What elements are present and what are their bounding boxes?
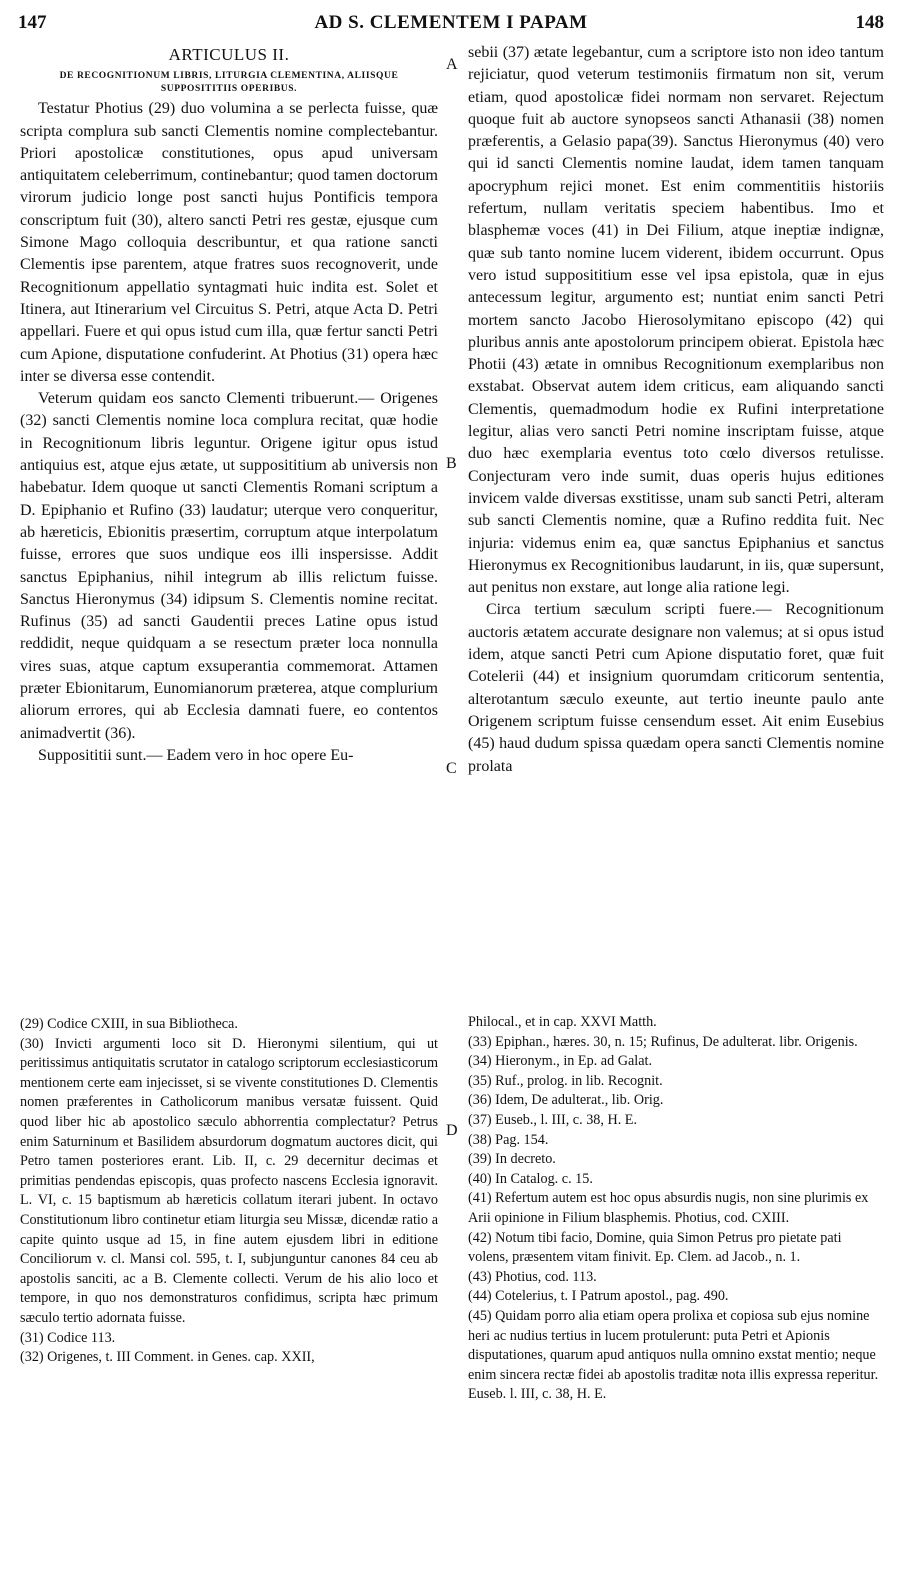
footnote: (29) Codice CXIII, in sua Bibliotheca. — [20, 1016, 238, 1032]
margin-marker-c: C — [446, 760, 457, 777]
paragraph: Circa tertium sæculum scripti fuere.— Recognitionum auctoris ætatem accurate designare non valemus; at si opus istud idem, atque sancti Petri cum Apione disputatio foret, quæ fuit Cotelerii (44) et insignium quorumdam criticorum sententia, alterotantum sæculo exeunte, aut tertio ineunte paulo ante Origenem scriptum fuisse censendum esset. Ait enim Eusebius (45) haud dudum spissa quædam opera sancti Clementis nomine prolata — [468, 601, 884, 775]
running-title: AD S. CLEMENTEM I PAPAM — [314, 12, 588, 33]
left-column — [20, 42, 438, 767]
footnote: (38) Pag. 154. — [468, 1131, 549, 1148]
footnote: (34) Hieronym., in Ep. ad Galat. — [468, 1053, 652, 1070]
footnote: (36) Idem, De adulterat., lib. Orig. — [468, 1092, 664, 1109]
footnote: (42) Notum tibi facio, Domine, quia Simon Petrus pro pietate pati volens, præsentem vitam finivit. Ep. Clem. ad Jacob., n. 1. — [468, 1229, 842, 1266]
footnote: (41) Refertum autem est hoc opus absurdis nugis, non sine plurimis ex Arii opinione in Filium blasphemis. Photius, cod. CXIII. — [468, 1190, 869, 1226]
page-number-left: 147 — [18, 12, 47, 33]
right-column — [468, 42, 884, 778]
paragraph: sebii (37) ætate legebantur, cum a scriptore isto non ideo tantum rejiciatur, quod veterum testimoniis firmatum non sit, verum etiam, quod apostolicæ fidei normam non servaret. Rejectum quoque fuit ab auctore synopseos sancti Athanasii (38) nomen præferentis, a Gelasio papa(39). Sanctus Hieronymus (40) vero qui id sancti Clementis nomine laudat, idem tamen tanquam apocryphum rejici monet. Est enim commentitiis historiis refertum, nullam veritatis speciem habentibus. Imo et blasphemæ voces (41) in Dei Filium, atque ineptiæ indignæ, quæ sub tanto nomine lucem viderent, ibidem occurrunt. Opus vero istud supposititium esse vel ipsa epistola, quæ in ejus antecessum legitur, argumento est; nuntiat enim sancti Petri mortem sancto Jacobo Hierosolymitano episcopo (42) qui pluribus annis ante apostolorum principem obierat. Epistola hæc Photii (43) ætate in omnibus Recognitionum exemplaribus non exstabat. Observat autem idem criticus, eam aliquando sancti Clementis, quemadmodum hodie ex Rufini interpretatione legitur, alias vero sancti Petri nomine inscriptam fuisse, atque duo hæc exemplaria eventus toto cœlo diversos retulisse. Conjecturam vero inde sumit, duas operis hujus editiones invicem valde diversas exstitisse, unam sub sancti Petri, alteram sub sancti Clementis nomine, quæ a Rufino reddita fuit. Nec injuria: videmus enim ea, quæ sanctus Epiphanius et sanctus Hieronymus ex Recognitionibus laudarunt, in iis, quæ supersunt, aut penitus non exstare, aut longe alia ratione legi. — [468, 44, 884, 597]
footnotes-left — [20, 1015, 438, 1368]
article-title: ARTICULUS II. — [168, 45, 290, 64]
footnote: (37) Euseb., l. III, c. 38, H. E. — [468, 1111, 638, 1128]
footnote: (31) Codice 113. — [20, 1329, 116, 1346]
footnote: (40) In Catalog. c. 15. — [468, 1170, 593, 1187]
footnote: (39) In decreto. — [468, 1151, 556, 1168]
paragraph: Supposititii sunt.— Eadem vero in hoc opere Eu- — [38, 746, 354, 764]
footnote: (33) Epiphan., hæres. 30, n. 15; Rufinus, De adulterat. libr. Origenis. — [468, 1033, 858, 1050]
footnote: (35) Ruf., prolog. in lib. Recognit. — [468, 1072, 663, 1089]
margin-marker-b: B — [446, 455, 457, 472]
running-header — [18, 12, 884, 36]
footnote: (45) Quidam porro alia etiam opera prolixa et copiosa sub ejus nomine heri ac nudius tertius in lucem protulerunt: puta Petri et Apionis disputationes, quarum apud antiquos nulla omnino exstat mentio; neque enim sincera rectæ fidei ab apostolis traditæ nota illis expressa reperitur. Euseb. l. III, c. 38, H. E. — [468, 1307, 879, 1403]
page-number-right: 148 — [855, 12, 884, 33]
paragraph: Testatur Photius (29) duo volumina a se perlecta fuisse, quæ scripta complura sub sancti Clementis nomine complectebantur. Priori apostolicæ constitutiones, opus apud universam antiquitatem celeberrimum, continebantur; quod tamen doctorum virorum judicio longe post sancti hujus Pontificis tempora conscriptum fuit (30), altero sancti Petri res gestæ, ejusque cum Simone Mago colloquia describuntur, et qua ratione sancti Clementis ipse parentem, atque fratres suos recognoverit, unde Recognitionum appellatio syntagmati huic indita est. Solet et Itinera, aut Itinerarium vel Circuitus S. Petri, atque Acta D. Petri appellari. Fuere et qui opus istud cum illa, quæ fertur sancti Petri cum Apione, disputatione confuderint. At Photius (31) opera hæc inter se diversa esse contendit. — [20, 100, 438, 385]
footnote: (44) Cotelerius, t. I Patrum apostol., pag. 490. — [468, 1288, 729, 1305]
article-subtitle: DE RECOGNITIONUM LIBRIS, LITURGIA CLEMENTINA, ALIISQUE SUPPOSITITIIS OPERIBUS. — [59, 71, 399, 95]
margin-marker-a: A — [446, 56, 458, 73]
footnote: Philocal., et in cap. XXVI Matth. — [468, 1014, 657, 1030]
footnote: (43) Photius, cod. 113. — [468, 1268, 597, 1285]
footnote: (30) Invicti argumenti loco sit D. Hieronymi silentium, qui ut peritissimus antiquitatis scrutator in catalogo scriptorum ecclesiasticorum mentionem certe eam injecisset, si se vivente constitutiones D. Clementis nomen præferentes in Catholicorum manibus versatæ fuissent. Quid quod liber hic ab apostolico sæculo abhorrentia complectatur? Petrus enim Saturninum et Basilidem absurdorum dogmatum auctores dicit, qui Petro tamen posteriores erant. Lib. II, c. 29 decernitur decimas et primitias pendendas episcopis, quas profecto nascens Ecclesia ignoravit. L. VI, c. 15 baptismum ab hæreticis collatum iterari jubent. In octavo Constitutionum libro continetur etiam liturgia seu Missæ, dicendæ ratio a capite quinto usque ad 15, in fine autem ejusdem libri in editione Conciliorum v. cl. Mansi col. 595, t. I, subjunguntur canones 84 ceu ab apostolis sanciti, ac a B. Clemente collecti. Verum de his alio loco et tempore, in quo nos demonstraturos confidimus, scripta hæc primum sæculo tertio adornata fuisse. — [20, 1035, 438, 1326]
footnote: (32) Origenes, t. III Comment. in Genes. cap. XXII, — [20, 1349, 315, 1366]
paragraph: Veterum quidam eos sancto Clementi tribuerunt.— Origenes (32) sancti Clementis nomine loca complura recitat, quæ hodie in Recognitionum libris leguntur. Origene igitur opus istud antiquius est, atque ejus ætate, ut supposititium ab universis non habebatur. Idem quoque ut sancti Clementis Romani scriptum a D. Epiphanio et Rufino (33) laudatur; uterque vero conqueritur, ab hæreticis, Ebionitis præsertim, corruptum atque interpolatum fuisse, errores que suos undique eos illi inspersisse. Addit sanctus Epiphanius, nihil integrum ab illis relictum fuisse. Sanctus Hieronymus (34) idipsum S. Clementis nomine recitat. Rufinus (35) ad sancti Gaudentii preces Latine opus istud reddidit, neque quidquam a se resectum præter loca nonnulla vires suas, atque captum exsuperantia commemorat. Attamen præter Ebionitarum, Eunomianorum præterea, atque complurium aliorum errores, qui ab Ecclesia damnati fuere, eo contentos animadvertit (36). — [20, 390, 438, 742]
margin-marker-d: D — [446, 1122, 458, 1139]
footnotes-right — [468, 1013, 884, 1405]
